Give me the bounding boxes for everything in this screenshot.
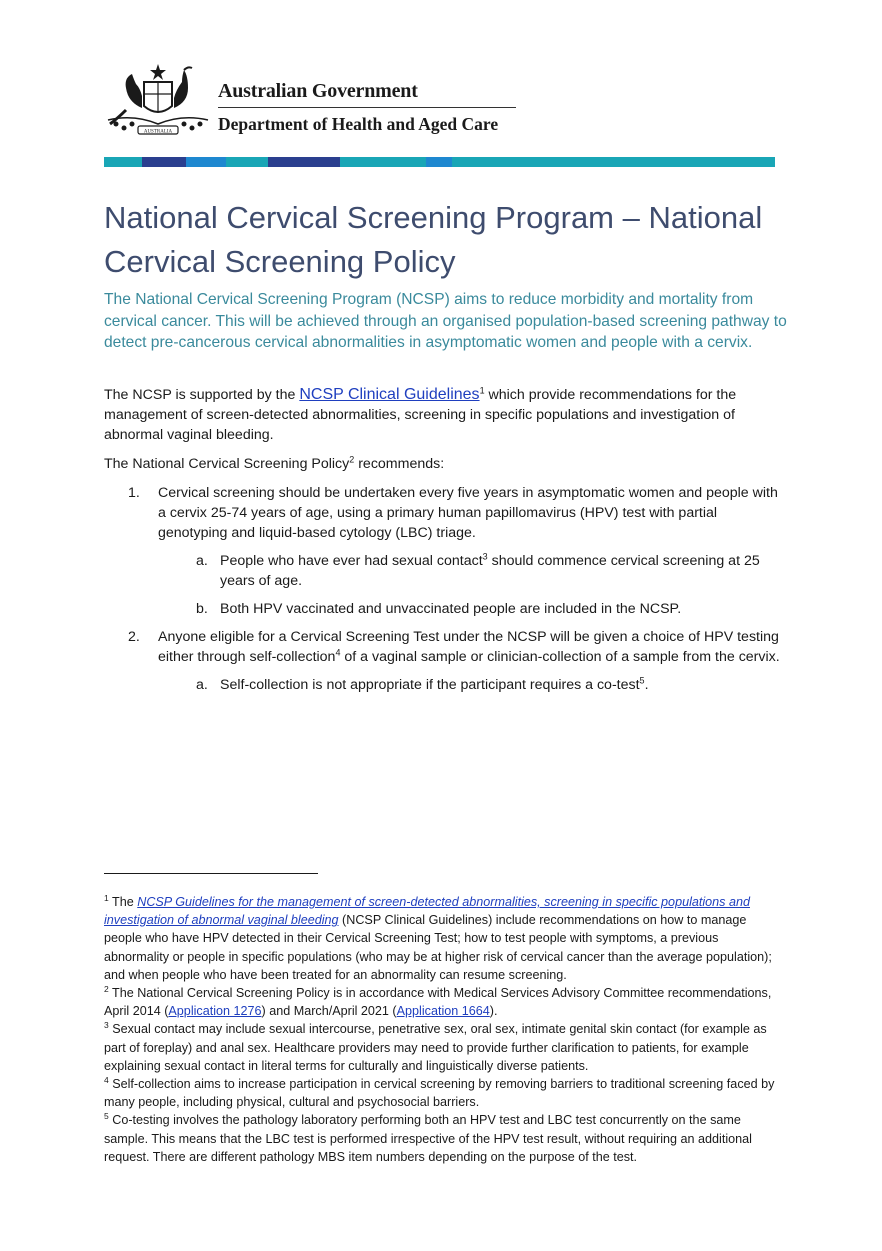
footnotes-section — [104, 893, 784, 1166]
footnote-text: Self-collection aims to increase participation in cervical screening by removing barriers to traditional screening faced by many people, including physical, cultural and psychosocial barriers. — [104, 1077, 775, 1110]
list-item-text-end: of a vaginal sample or clinician-collection of a sample from the cervix. — [340, 649, 780, 665]
ncsp-guidelines-link[interactable]: NCSP Guidelines for the management of screen-detected abnormalities, screening in specific populations and investigation of abnormal vaginal bleeding — [104, 895, 750, 928]
footnote-ref-2[interactable]: 2 — [349, 454, 355, 465]
footnote-text: ). — [489, 1004, 498, 1019]
lead-paragraph: The National Cervical Screening Program (NCSP) aims to reduce morbidity and mortality from cervical cancer. This will be achieved through an organised population-based screening pathway to detect pre-cancerous cervical abnormalities in asymptomatic women and people with a cervix. — [104, 291, 787, 351]
coat-of-arms-icon — [104, 62, 212, 138]
list-number: 1. — [128, 485, 140, 501]
application-1664-link[interactable]: Application 1664 — [396, 1004, 490, 1019]
government-logo-block — [104, 62, 524, 140]
policy-intro-text: The National Cervical Screening Policy — [104, 456, 350, 472]
footnote-text: The — [108, 895, 138, 909]
footnote-number: 5 — [104, 1111, 109, 1122]
stripe-segment — [340, 157, 426, 167]
sub-list-letter: a. — [196, 677, 208, 693]
sub-item-text-end: should commence cervical screening at 25 years of age. — [220, 553, 760, 589]
footnote-4 — [104, 1075, 784, 1111]
footnote-1 — [104, 893, 784, 984]
list-item-text: Anyone eligible for a Cervical Screening Test under the NCSP will be given a choice of HPV testing either through self-collection — [158, 629, 779, 665]
footnote-text: ) and March/April 2021 ( — [261, 1004, 397, 1019]
recommendations-list — [104, 483, 784, 695]
department-name: Department of Health and Aged Care — [218, 114, 499, 134]
footnote-2 — [104, 984, 784, 1020]
sub-list — [158, 551, 784, 619]
footnote-number: 2 — [104, 983, 109, 994]
footnote-number: 4 — [104, 1074, 109, 1085]
policy-intro-paragraph — [104, 454, 784, 474]
sub-item-text: People who have ever had sexual contact — [220, 553, 483, 569]
footnote-ref-5[interactable]: 5 — [639, 675, 645, 686]
sub-item-text: Self-collection is not appropriate if the participant requires a co-test — [220, 677, 640, 693]
footnote-ref-3[interactable]: 3 — [482, 551, 488, 562]
footnote-ref-4[interactable]: 4 — [335, 647, 341, 658]
government-name: Australian Government — [218, 80, 418, 102]
intro-paragraph — [104, 385, 784, 445]
sub-list-letter: a. — [196, 553, 208, 569]
sub-list-letter: b. — [196, 601, 208, 617]
stripe-segment — [186, 157, 226, 167]
svg-text:AUSTRALIA: AUSTRALIA — [143, 129, 173, 135]
stripe-segment — [268, 157, 340, 167]
stripe-segment — [104, 157, 142, 167]
sub-item-text: Both HPV vaccinated and unvaccinated people are included in the NCSP. — [220, 601, 682, 617]
intro-text-start: The NCSP is supported by the — [104, 387, 300, 403]
stripe-segment — [142, 157, 186, 167]
page-title: National Cervical Screening Program – National Cervical Screening Policy — [104, 200, 763, 279]
footnote-text: Sexual contact may include sexual intercourse, penetrative sex, oral sex, intimate genital skin contact (for example as part of foreplay) and anal sex. Healthcare providers may need to provide further clarification to patients, for example explaining sexual contact in literal terms for culturally and linguistically diverse patients. — [104, 1022, 767, 1073]
sub-list-item — [158, 675, 784, 695]
list-item — [104, 483, 784, 619]
body-content — [104, 385, 784, 703]
footnote-text: The National Cervical Screening Policy is in accordance with Medical Services Advisory Committee recommendations, April 2014 ( — [104, 986, 772, 1019]
stripe-segment — [226, 157, 268, 167]
header-divider — [218, 107, 516, 108]
ncsp-clinical-guidelines-link[interactable]: NCSP Clinical Guidelines — [299, 386, 480, 403]
footnote-5 — [104, 1111, 784, 1166]
list-item-text: Cervical screening should be undertaken every five years in asymptomatic women and people with a cervix 25-74 years of age, using a primary human papillomavirus (HPV) test with partial genotyping and liquid-based cytology (LBC) triage. — [158, 485, 778, 541]
footnote-text: Co-testing involves the pathology laboratory performing both an HPV test and LBC test concurrently on the same sample. This means that the LBC test is performed irrespective of the HPV test result, without requiring an additional request. There are different pathology MBS item numbers depending on the purpose of the test. — [104, 1113, 752, 1164]
sub-list-item — [158, 551, 784, 591]
list-number: 2. — [128, 629, 140, 645]
sub-list — [158, 675, 784, 695]
footnote-number: 3 — [104, 1020, 109, 1031]
policy-intro-text-end: recommends: — [354, 456, 445, 472]
footnote-3 — [104, 1020, 784, 1075]
stripe-segment — [426, 157, 452, 167]
footnote-ref-1[interactable]: 1 — [479, 385, 485, 396]
list-item — [104, 627, 784, 695]
sub-item-text-end: . — [644, 677, 649, 693]
footnote-separator — [104, 873, 318, 874]
sub-list-item — [158, 599, 784, 619]
application-1276-link[interactable]: Application 1276 — [168, 1004, 262, 1019]
footnote-number: 1 — [104, 892, 109, 903]
decorative-color-stripe — [104, 157, 775, 167]
intro-text-end: which provide recommendations for the management of screen-detected abnormalities, screening in specific populations and investigation of abnormal vaginal bleeding. — [104, 387, 737, 443]
stripe-segment — [452, 157, 775, 167]
footnote-text: (NCSP Clinical Guidelines) include recommendations on how to manage people who have HPV detected in their Cervical Screening Test; how to test people with symptoms, a previous abnormality or people in specific populations (who may be at higher risk of cervical cancer than the average population); and when people who have been treated for an abnormality can resume screening. — [104, 913, 772, 982]
